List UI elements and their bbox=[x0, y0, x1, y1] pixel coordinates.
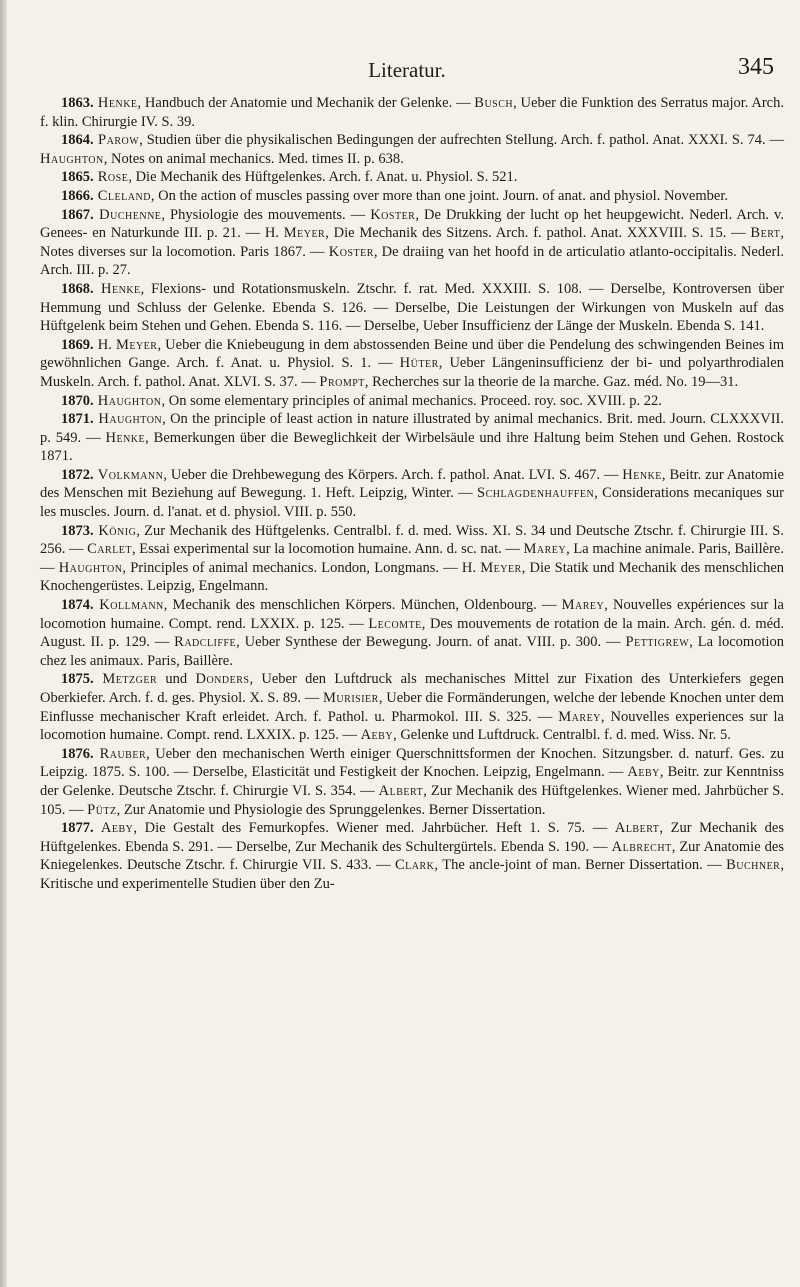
bibliography-entry bbox=[40, 94, 784, 131]
citation-text: , Zur Mechanik des Hüftgelenkes. Ebenda S. 291. — Derselbe, Zur Mechanik des Schultergürtels. Ebenda S. 190. — bbox=[40, 820, 785, 855]
citation-text: , Ueber die Drehbewegung des Körpers. Arch. f. pathol. Anat. LVI. S. 467. — bbox=[163, 466, 623, 483]
running-title: Literatur. bbox=[368, 58, 446, 82]
bibliography-entry bbox=[40, 596, 784, 670]
citation-text: , Ueber Längeninsufficienz der bi- und polyarthrodialen Muskeln. Arch. f. pathol. Anat. XLVI. S. 37. — bbox=[40, 355, 784, 390]
citation-text: , Beitr. zur Kenntniss der Gelenke. Deutsche Ztschr. f. Chirurgie VI. S. 354. — bbox=[40, 764, 784, 799]
author-name: Marey bbox=[558, 708, 601, 725]
citation-text: , Zur Mechanik des Hüftgelenkes. Wiener med. Jahrbücher S. 105. — bbox=[40, 782, 784, 818]
author-name: Radcliffe bbox=[174, 634, 237, 651]
author-name: Marey bbox=[523, 541, 567, 558]
author-name: Haughton bbox=[58, 559, 123, 576]
citation-text: , Notes on animal mechanics. Med. times II. p. 638. bbox=[103, 150, 404, 167]
author-name: Aeby bbox=[93, 820, 134, 837]
author-name: Pütz bbox=[87, 801, 117, 818]
page-edge-shadow bbox=[0, 0, 7, 1287]
bibliography-entry bbox=[40, 280, 784, 336]
author-name: Aeby bbox=[360, 727, 394, 744]
entry-year: 1863. bbox=[61, 95, 94, 111]
citation-text: , De draiing van het hoofd in de articulatio atlanto-occipitalis. Nederl. Arch. III. p. 27. bbox=[40, 243, 784, 279]
citation-text: , Beitr. zur Anatomie des Menschen mit Beziehung auf Bewegung. 1. Heft. Leipzig, Winter. — bbox=[40, 466, 784, 502]
bibliography-entry bbox=[40, 670, 784, 744]
citation-text: , Notes diverses sur la locomotion. Paris 1867. — bbox=[40, 225, 785, 260]
author-name: Marey bbox=[561, 597, 605, 614]
bibliography-entry bbox=[40, 206, 784, 280]
bibliography-entry bbox=[40, 466, 784, 522]
entry-year: 1876. bbox=[61, 745, 94, 762]
citation-text: , Ueber die Formänderungen, welche der lebende Knochen unter dem Einflusse mechanischer Kraft erleidet. Arch. f. Pathol. u. Pharmokol. III. S. 325. — bbox=[40, 690, 785, 725]
citation-text: , La locomotion chez les animaux. Paris, Baillère. bbox=[40, 634, 784, 669]
page-number: 345 bbox=[738, 54, 774, 80]
author-name: Buchner bbox=[726, 857, 781, 874]
citation-text: , Ueber die Kniebeugung in dem abstossenden Beine und über die Pendelung des schwingenden Beines im gewöhnlichen Gange. Arch. f. Anat. u. Physiol. S. 1. — bbox=[40, 336, 784, 372]
author-name: Rose bbox=[93, 169, 129, 186]
entry-year: 1872. bbox=[61, 466, 94, 483]
citation-text: , On some elementary principles of animal mechanics. Proceed. roy. soc. XVIII. p. 22. bbox=[161, 392, 662, 409]
entry-year: 1868. bbox=[61, 280, 94, 297]
citation-text: , Handbuch der Anatomie und Mechanik der Gelenke. — bbox=[137, 95, 475, 111]
author-name: Pettigrew bbox=[625, 634, 690, 651]
author-name: Meyer bbox=[115, 336, 158, 353]
citation-text: , Die Mechanik des Sitzens. Arch. f. pathol. Anat. XXXVIII. S. 15. — bbox=[325, 225, 751, 242]
author-name: Volkmann bbox=[93, 466, 164, 483]
citation-text: , Essai experimental sur la locomotion humaine. Ann. d. sc. nat. — bbox=[132, 541, 524, 558]
author-name: Haughton bbox=[93, 392, 162, 409]
bibliography-entry bbox=[40, 410, 784, 466]
citation-text: , Nouvelles experiences sur la locomotion humaine. Compt. rend. LXXIX. p. 125. — bbox=[40, 708, 784, 744]
citation-text: , Considerations mecaniques sur les muscles. Journ. d. l'anat. et d. physiol. VIII. p. 550. bbox=[40, 485, 784, 521]
citation-text: H. bbox=[93, 336, 116, 353]
citation-text: , On the principle of least action in nature illustrated by animal mechanics. Brit. med. Journ. CLXXXVII. p. 549. — bbox=[40, 411, 785, 446]
author-name: Henke bbox=[105, 429, 146, 446]
author-name: Cleland bbox=[93, 187, 151, 204]
author-name: Schlagdenhauffen bbox=[477, 485, 595, 502]
bibliography-entry bbox=[40, 336, 784, 392]
author-name: Koster bbox=[370, 206, 416, 223]
citation-text: , Des mouvements de rotation de la main. Arch. gén. d. méd. August. II. p. 129. — bbox=[40, 615, 784, 651]
author-name: Clark bbox=[395, 857, 435, 874]
citation-text: , Recherches sur la theorie de la marche. Gaz. méd. No. 19—31. bbox=[364, 373, 739, 390]
citation-text: , Ueber die Funktion des Serratus major. Arch. f. klin. Chirurgie IV. S. 39. bbox=[40, 95, 784, 130]
citation-text: , Bemerkungen über die Beweglichkeit der Wirbelsäule und ihre Haltung beim Stehen und Gehen. Rostock 1871. bbox=[40, 429, 785, 465]
entry-year: 1869. bbox=[61, 336, 94, 353]
author-name: Lecomte bbox=[368, 615, 422, 632]
citation-text: , Ueber den Luftdruck als mechanisches Mittel zur Fixation des Unterkiefers gegen Oberkiefer. Arch. f. d. ges. Physiol. X. S. 89. — bbox=[40, 671, 784, 706]
author-name: Metzger bbox=[93, 671, 158, 688]
citation-text: , Gelenke und Luftdruck. Centralbl. f. d. med. Wiss. Nr. 5. bbox=[393, 727, 731, 744]
author-name: Kollmann bbox=[93, 597, 164, 614]
author-name: Koster bbox=[328, 243, 374, 260]
author-name: Aeby bbox=[627, 764, 660, 781]
author-name: Albert bbox=[614, 820, 660, 837]
author-name: Carlet bbox=[87, 541, 133, 558]
citation-text: , Ueber Synthese der Bewegung. Journ. of anat. VIII. p. 300. — bbox=[236, 634, 626, 651]
author-name: Donders bbox=[195, 671, 250, 688]
entry-year: 1873. bbox=[61, 522, 94, 539]
citation-text: , Zur Anatomie des Kniegelenkes. Deutsche Ztschr. f. Chirurgie VII. S. 433. — bbox=[40, 838, 784, 874]
citation-text: , On the action of muscles passing over more than one joint. Journ. of anat. and physiol. November. bbox=[150, 187, 728, 204]
author-name: Hüter bbox=[399, 355, 439, 372]
author-name: Haughton bbox=[40, 150, 104, 167]
bibliography-entry bbox=[40, 745, 784, 819]
author-name: Albert bbox=[378, 782, 424, 799]
entry-year: 1864. bbox=[61, 132, 94, 149]
author-name: Meyer bbox=[283, 225, 326, 242]
author-name: Busch bbox=[474, 95, 514, 111]
citation-text: und bbox=[157, 671, 196, 688]
citation-text: , Zur Anatomie und Physiologie des Sprunggelenkes. Berner Dissertation. bbox=[116, 801, 546, 818]
author-name: Henke bbox=[93, 95, 138, 111]
citation-text: , De Drukking der lucht op het heupgewicht. Nederl. Arch. v. Genees- en Naturkunde III. p. 21. — H. bbox=[40, 206, 784, 242]
entry-year: 1866. bbox=[61, 187, 94, 204]
bibliography-entry bbox=[40, 819, 784, 893]
citation-text: , Kritische und experimentelle Studien über den Zu- bbox=[40, 857, 784, 892]
citation-text: , La machine animale. Paris, Baillère. — bbox=[40, 541, 784, 576]
bibliography-entry bbox=[40, 131, 784, 168]
citation-text: , Die Statik und Mechanik des menschlichen Knochengerüstes. Leipzig, Engelmann. bbox=[40, 559, 785, 595]
entry-year: 1874. bbox=[61, 597, 94, 614]
citation-text: , Nouvelles expériences sur la locomotion humaine. Compt. rend. LXXIX. p. 125. — bbox=[40, 597, 784, 632]
bibliography-list bbox=[40, 94, 784, 894]
entry-year: 1877. bbox=[61, 820, 94, 837]
citation-text: , Die Gestalt des Femurkopfes. Wiener med. Jahrbücher. Heft 1. S. 75. — bbox=[133, 820, 615, 837]
citation-text: , The ancle-joint of man. Berner Dissertation. — bbox=[434, 857, 727, 874]
entry-year: 1871. bbox=[61, 411, 94, 428]
author-name: Albrecht bbox=[611, 838, 672, 855]
author-name: Duchenne bbox=[93, 206, 162, 223]
citation-text: , Zur Mechanik des Hüftgelenks. Centralbl. f. d. med. Wiss. XI. S. 34 und Deutsche Ztschr. f. Chirurgie III. S. 256. — bbox=[40, 522, 784, 558]
page-header bbox=[40, 54, 774, 84]
bibliography-entry bbox=[40, 187, 784, 206]
citation-text: , Die Mechanik des Hüftgelenkes. Arch. f. Anat. u. Physiol. S. 521. bbox=[128, 169, 518, 186]
bibliography-entry bbox=[40, 168, 784, 187]
author-name: Prompt bbox=[319, 373, 365, 390]
citation-text: , Ueber den mechanischen Werth einiger Querschnittsformen der Knochen. Sitzungsber. d. naturf. Ges. zu Leipzig. 1875. S. 100. — Derselbe, Elasticität und Festigkeit der Knochen. Leipzig, Engelmann. — bbox=[40, 745, 784, 781]
bibliography-entry bbox=[40, 522, 784, 596]
author-name: Henke bbox=[622, 466, 662, 483]
citation-text: , Studien über die physikalischen Bedingungen der aufrechten Stellung. Arch. f. pathol. Anat. XXXI. S. 74. — bbox=[139, 132, 785, 149]
citation-text: , Principles of animal mechanics. London, Longmans. — H. bbox=[122, 559, 481, 576]
citation-text: , Physiologie des mouvements. — bbox=[161, 206, 371, 223]
author-name: Bert bbox=[750, 225, 781, 242]
citation-text: , Mechanik des menschlichen Körpers. München, Oldenbourg. — bbox=[163, 597, 562, 614]
entry-year: 1870. bbox=[61, 392, 94, 409]
author-name: Murisier bbox=[323, 690, 379, 706]
author-name: Rauber bbox=[93, 745, 147, 762]
entry-year: 1865. bbox=[61, 169, 94, 186]
author-name: König bbox=[93, 522, 137, 539]
author-name: Meyer bbox=[480, 559, 522, 576]
author-name: Parow bbox=[93, 132, 140, 149]
entry-year: 1867. bbox=[61, 206, 94, 223]
author-name: Haughton bbox=[93, 411, 163, 428]
entry-year: 1875. bbox=[61, 671, 94, 688]
citation-text: , Flexions- und Rotationsmuskeln. Ztschr. f. rat. Med. XXXIII. S. 108. — Derselbe, Kontroversen über Hemmung und Schluss der Gelenke. Ebenda S. 126. — Derselbe, Die Leistungen der Wirkungen von Muskeln auf das Hüftgelenk beim Stehen und Gehen. Ebenda S. 116. — Derselbe, Ueber Insufficienz der Länge der Muskeln. Ebenda S. 141. bbox=[40, 280, 784, 335]
bibliography-entry bbox=[40, 392, 784, 411]
author-name: Henke bbox=[93, 280, 141, 297]
